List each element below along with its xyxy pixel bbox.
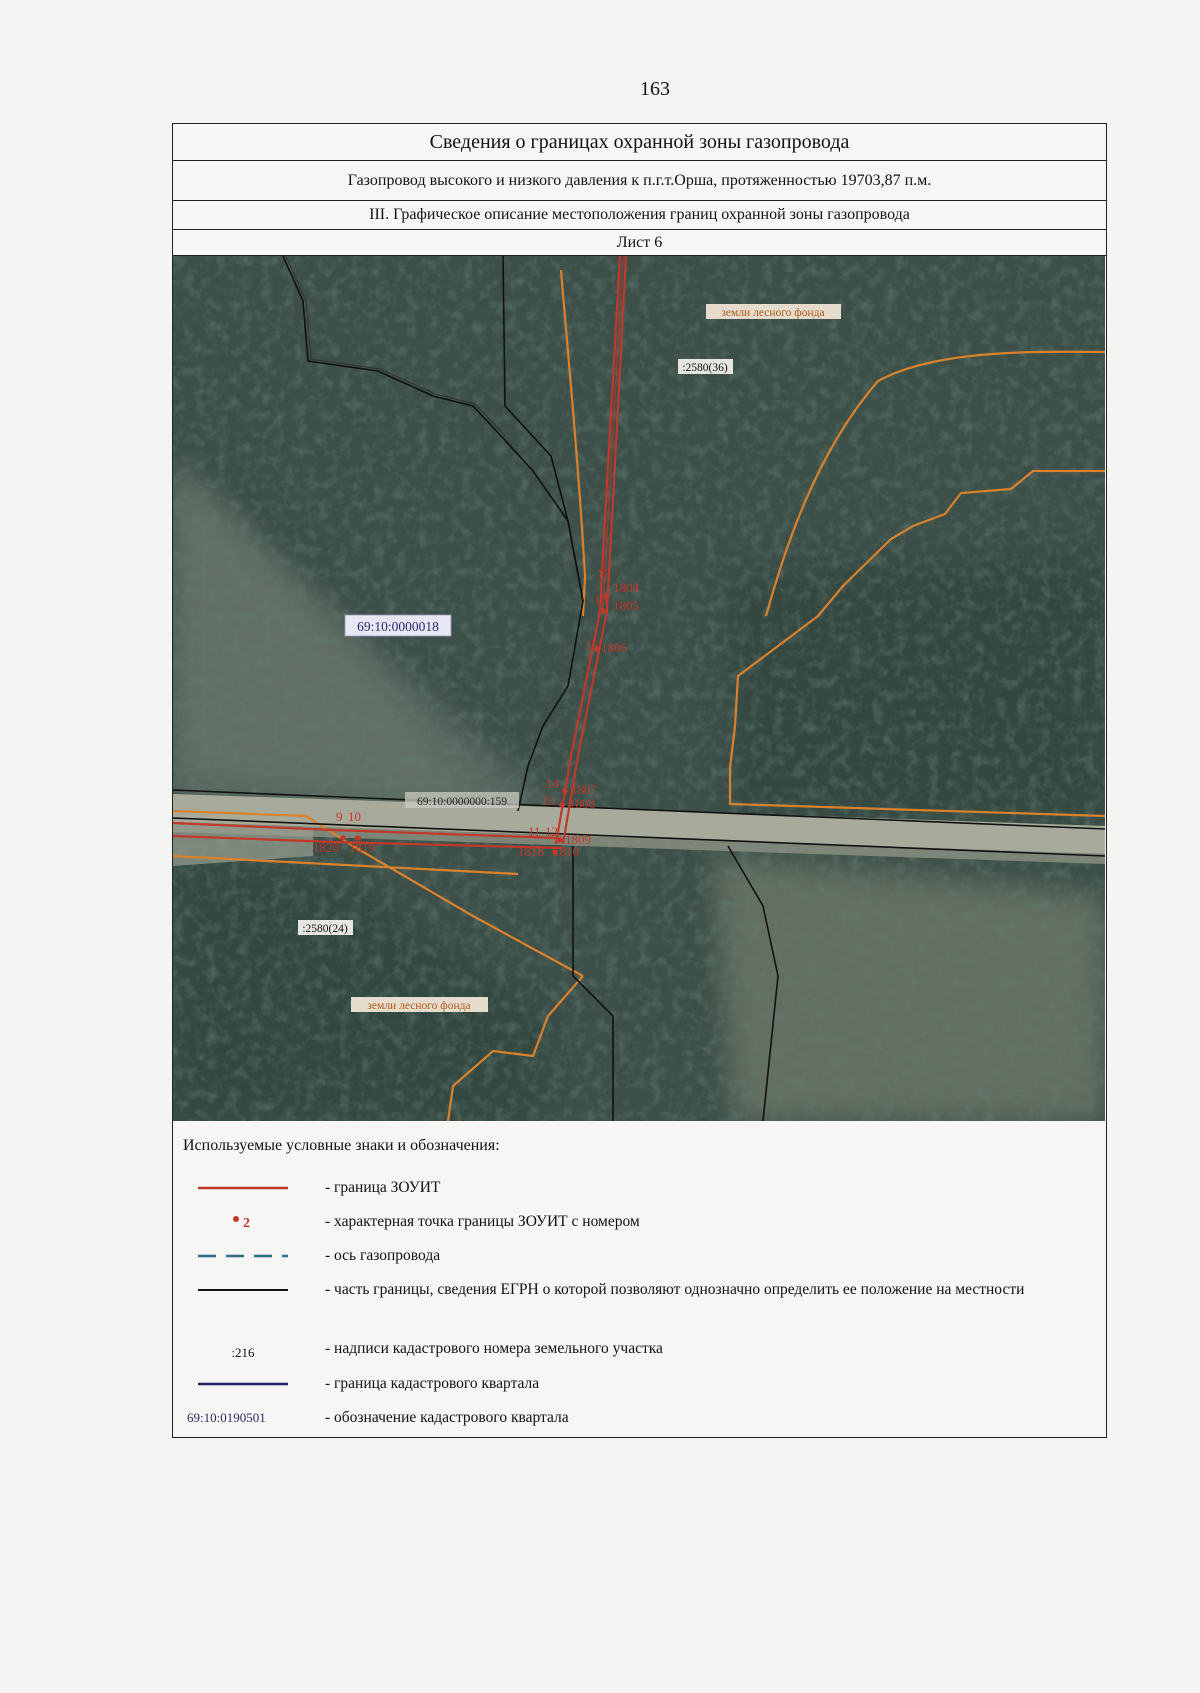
point-1807	[562, 788, 568, 794]
legend-text: - надписи кадастрового номера земельного участка	[325, 1340, 663, 1357]
parcel-top-label: :2580(36)	[682, 362, 728, 374]
forest-top-label: земли лесного фонда	[721, 307, 825, 319]
label-1820: 1820	[313, 840, 339, 855]
point-1809	[557, 837, 563, 843]
label-14: 14	[546, 776, 559, 791]
cadastral-sheet	[172, 123, 1107, 1438]
label-1819: 1819	[349, 840, 375, 855]
label-16: 16	[594, 592, 607, 607]
legend-text: - граница ЗОУИТ	[325, 1179, 441, 1196]
satellite-map	[173, 256, 1105, 1121]
page-number: 163	[640, 78, 670, 100]
forest-texture	[173, 256, 1105, 1121]
label-11: 11	[528, 824, 541, 839]
label-1806: 1806	[601, 640, 627, 655]
red-point-icon	[193, 1207, 293, 1237]
legend-text: - часть границы, сведения ЕГРН о которой позволяют однозначно определить ее положение на местности	[325, 1281, 1025, 1298]
quarter-label: 69:10:0000018	[357, 619, 439, 634]
navy-line-icon	[193, 1369, 293, 1399]
black-line-icon	[193, 1275, 293, 1305]
point-1820	[340, 835, 346, 841]
point-number-sample: 2	[243, 1216, 250, 1231]
label-1810: 1810	[553, 844, 579, 859]
label-15: 15	[585, 637, 598, 652]
label-13: 13	[541, 793, 554, 808]
section-title: III. Графическое описание местоположения границ охранной зоны газопровода	[173, 201, 1106, 230]
legend-title: Используемые условные знаки и обозначения:	[183, 1137, 500, 1154]
dashed-line-icon	[193, 1241, 293, 1271]
red-line-icon	[193, 1173, 293, 1203]
label-1818: 1818	[518, 844, 544, 859]
label-10: 10	[348, 809, 361, 824]
label-17: 17	[597, 566, 610, 581]
legend-text: - обозначение кадастрового квартала	[325, 1409, 569, 1426]
sheet-title: Сведения о границах охранной зоны газопровода	[173, 124, 1106, 161]
label-1804: 1804	[613, 580, 639, 595]
legend-item-zone-point	[173, 1207, 1105, 1237]
legend-item-egrn-boundary	[173, 1275, 1105, 1305]
legend-text: - граница кадастрового квартала	[325, 1375, 540, 1392]
label-9: 9	[336, 809, 343, 824]
legend-item-quarter-boundary	[173, 1369, 1105, 1399]
point-1808	[559, 802, 565, 808]
label-1809: 1809	[565, 832, 591, 847]
parcel-number-sample: :216	[231, 1345, 255, 1360]
legend	[173, 1121, 1105, 1439]
point-1805	[600, 608, 606, 614]
forest-bottom-label: земли лесного фонда	[367, 1000, 471, 1012]
label-1805: 1805	[613, 598, 639, 613]
label-12: 12	[545, 824, 558, 839]
parcel-bottom-label: :2580(24)	[302, 923, 348, 935]
label-1808: 1808	[569, 796, 595, 811]
legend-text: - характерная точка границы ЗОУИТ с номером	[325, 1213, 640, 1230]
legend-item-parcel-number	[173, 1336, 1105, 1366]
road-parcel-label: 69:10:0000000:159	[416, 796, 508, 808]
legend-item-quarter-label	[173, 1403, 1105, 1433]
legend-item-pipeline-axis	[173, 1241, 1105, 1271]
legend-text: - ось газопровода	[325, 1247, 441, 1264]
legend-item-zone-boundary	[173, 1173, 1105, 1203]
object-description: Газопровод высокого и низкого давления к п.г.т.Орша, протяженностью 19703,87 п.м.	[173, 161, 1106, 201]
quarter-number-sample: 69:10:0190501	[187, 1410, 266, 1425]
label-1807: 1807	[571, 782, 597, 797]
sheet-number: Лист 6	[173, 230, 1106, 256]
